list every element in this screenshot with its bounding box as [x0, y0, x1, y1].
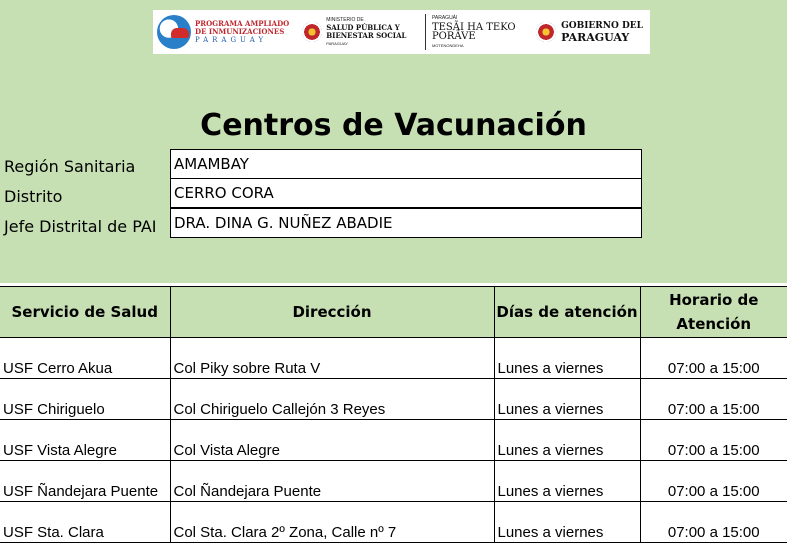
cell-direccion: Col Chiriguelo Callejón 3 Reyes [170, 379, 494, 420]
gobierno-logo [530, 10, 646, 54]
cell-direccion: Col Vista Alegre [170, 420, 494, 461]
vaccination-centers-table [0, 286, 787, 543]
cell-horario: 07:00 a 15:00 [640, 420, 787, 461]
gobierno-line-2: PARAGUAY [561, 32, 643, 43]
header-dias: Días de atención [494, 287, 640, 338]
cell-direccion: Col Sta. Clara 2º Zona, Calle nº 7 [170, 502, 494, 543]
cell-direccion: Col Piky sobre Ruta V [170, 338, 494, 379]
cell-dias: Lunes a viernes [494, 338, 640, 379]
tesai-line-1: PARAGUÁI [432, 14, 516, 23]
pai-line-2: DE INMUNIZACIONES [195, 28, 289, 36]
cell-servicio: USF Cerro Akua [0, 338, 170, 379]
header-horario-line-2: Atención [641, 312, 787, 336]
cell-servicio: USF Chiriguelo [0, 379, 170, 420]
msp-line-4: PARAGUAY [326, 40, 406, 48]
pai-logo [157, 10, 302, 54]
table-row [0, 338, 787, 379]
header-direccion: Dirección [170, 287, 494, 338]
cell-dias: Lunes a viernes [494, 420, 640, 461]
header-horario-line-1: Horario de [641, 288, 787, 312]
msp-line-1: MINISTERIO DE [326, 16, 406, 24]
region-value: AMAMBAY [170, 149, 642, 179]
distrito-value: CERRO CORA [170, 178, 642, 208]
gobierno-line-1: GOBIERNO DEL [561, 21, 643, 32]
table-row [0, 420, 787, 461]
table-row [0, 502, 787, 543]
logo-banner [153, 10, 650, 54]
cell-servicio: USF Vista Alegre [0, 420, 170, 461]
cell-direccion: Col Ñandejara Puente [170, 461, 494, 502]
cell-dias: Lunes a viernes [494, 379, 640, 420]
tesai-line-2: TESÃI HA TEKO [432, 23, 516, 32]
cell-horario: 07:00 a 15:00 [640, 379, 787, 420]
msp-line-2: SALUD PÚBLICA Y [326, 24, 406, 32]
pai-line-1: PROGRAMA AMPLIADO [195, 20, 289, 28]
header-servicio: Servicio de Salud [0, 287, 170, 338]
cell-servicio: USF Ñandejara Puente [0, 461, 170, 502]
table-header-row [0, 287, 787, 338]
jefe-value: DRA. DINA G. NUÑEZ ABADIE [170, 208, 642, 238]
tesai-logo [425, 14, 530, 50]
tesai-line-4: MOTENONDEHA [432, 41, 516, 50]
cell-servicio: USF Sta. Clara [0, 502, 170, 543]
region-label: Región Sanitaria [4, 157, 135, 176]
table-row [0, 461, 787, 502]
cell-horario: 07:00 a 15:00 [640, 461, 787, 502]
cell-dias: Lunes a viernes [494, 502, 640, 543]
tesai-line-3: PORÃVE [432, 32, 516, 41]
page-title: Centros de Vacunación [0, 108, 787, 143]
pai-line-3: PARAGUAY [195, 36, 289, 44]
cell-horario: 07:00 a 15:00 [640, 338, 787, 379]
msp-line-3: BIENESTAR SOCIAL [326, 32, 406, 40]
cell-horario: 07:00 a 15:00 [640, 502, 787, 543]
msp-logo [302, 10, 425, 54]
jefe-label: Jefe Distrital de PAI [4, 217, 157, 236]
distrito-label: Distrito [4, 187, 62, 206]
header-horario [640, 287, 787, 338]
gobierno-seal-icon [536, 22, 556, 42]
cell-dias: Lunes a viernes [494, 461, 640, 502]
msp-seal-icon [302, 22, 322, 42]
table-row [0, 379, 787, 420]
pai-emblem-icon [157, 15, 191, 49]
